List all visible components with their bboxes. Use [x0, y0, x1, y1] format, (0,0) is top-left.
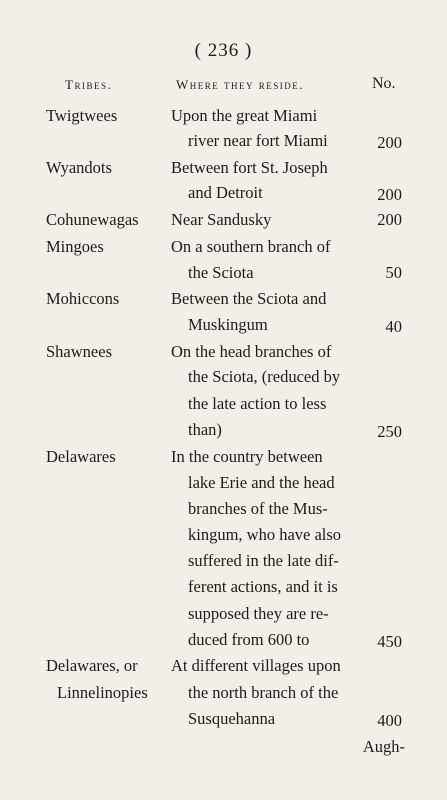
- residence-line: Near Sandusky: [171, 210, 272, 229]
- residence-line: the Sciota: [188, 263, 254, 282]
- residence-line: the Sciota, (reduced by: [188, 367, 341, 386]
- tribe-number: 450: [377, 632, 402, 651]
- catchword: Augh-: [362, 737, 405, 756]
- residence-line: At different villages upon: [171, 656, 341, 675]
- residence-line: Susquehanna: [188, 709, 276, 728]
- residence-line: kingum, who have also: [188, 525, 342, 544]
- tribe-name: Mingoes: [46, 237, 104, 256]
- residence-line: duced from 600 to: [188, 630, 310, 649]
- tribe-name: Mohiccons: [46, 289, 120, 308]
- header-where: Where they reside.: [176, 77, 305, 92]
- residence-line: lake Erie and the head: [188, 473, 335, 492]
- tribe-number: 200: [377, 133, 402, 152]
- residence-line: the late action to less: [188, 394, 327, 413]
- residence-line: Between fort St. Joseph: [171, 158, 328, 177]
- residence-line: Muskingum: [188, 315, 268, 334]
- header-tribes: Tribes.: [65, 77, 113, 92]
- residence-line: suffered in the late dif-: [188, 551, 339, 570]
- residence-line: On a southern branch of: [171, 237, 331, 256]
- tribe-name: Twigtwees: [46, 106, 118, 125]
- tribe-name: Shawnees: [46, 342, 112, 361]
- header-no: No.: [372, 75, 396, 92]
- residence-line: and Detroit: [188, 183, 263, 202]
- tribe-name-alt: Linnelinopies: [57, 683, 148, 702]
- tribe-number: 50: [385, 263, 402, 282]
- residence-line: the north branch of the: [188, 683, 339, 702]
- residence-line: supposed they are re-: [188, 604, 329, 623]
- tribe-name: Delawares: [46, 447, 116, 466]
- tribe-name: Delawares, or: [46, 656, 138, 675]
- tribe-number: 250: [377, 422, 402, 441]
- residence-line: branches of the Mus-: [188, 499, 328, 518]
- residence-line: Between the Sciota and: [171, 289, 327, 308]
- page-number: ( 236 ): [194, 40, 253, 61]
- tribe-number: 400: [377, 711, 402, 730]
- tribe-name: Wyandots: [46, 158, 112, 177]
- residence-line: river near fort Miami: [188, 131, 328, 150]
- tribe-name: Cohunewagas: [46, 210, 139, 229]
- tribe-number: 200: [377, 210, 402, 229]
- residence-line: Upon the great Miami: [171, 106, 318, 125]
- residence-line: On the head branches of: [171, 342, 332, 361]
- tribe-number: 200: [377, 185, 402, 204]
- residence-line: In the country between: [171, 447, 323, 466]
- residence-line: ferent actions, and it is: [188, 577, 338, 596]
- residence-line: than): [188, 420, 222, 439]
- tribe-number: 40: [385, 317, 402, 336]
